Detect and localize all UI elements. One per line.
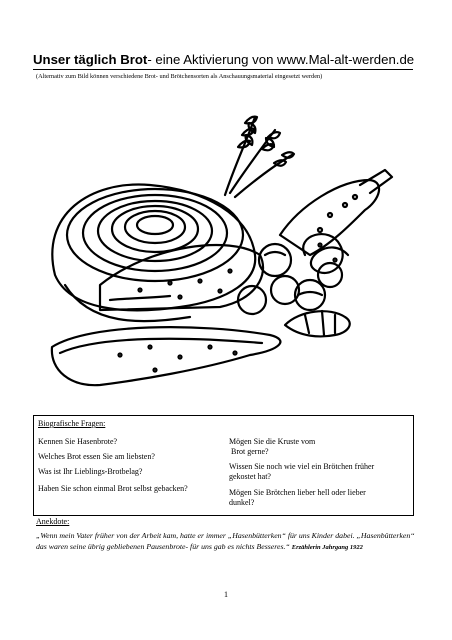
questions-heading: Biografische Fragen: (38, 419, 106, 428)
bread-slice-icon (52, 327, 281, 385)
page-number: 1 (224, 590, 228, 599)
subtitle: (Alternativ zum Bild können verschiedene Brot- und Brötchensorten als Anschauungsmaterial eingesetzt werden) (36, 73, 323, 80)
question-left-3: Was ist Ihr Lieblings-Brotbelag? (38, 467, 143, 476)
round-loaf-icon (52, 185, 255, 322)
title-rest: - eine Aktivierung von www.Mal-alt-werden.de (147, 52, 415, 67)
question-right-2a: Wissen Sie noch wie viel ein Brötchen früher (229, 462, 375, 471)
question-left-4: Haben Sie schon einmal Brot selbst gebacken? (38, 484, 188, 493)
bread-basket-coloring-icon (30, 85, 420, 410)
title-bold: Unser täglich Brot (33, 52, 148, 67)
title-divider (33, 69, 413, 70)
question-right-3b: dunkel? (229, 498, 255, 507)
question-left-2: Welches Brot essen Sie am liebsten? (38, 452, 155, 461)
question-right-3a: Mögen Sie Brötchen lieber hell oder lieber (229, 488, 366, 497)
baguette-icon (280, 170, 392, 255)
anecdote-label: Anekdote: (36, 517, 70, 526)
bread-rolls-icon (238, 244, 342, 314)
question-right-1b: Brot gerne? (229, 447, 269, 456)
page-title (33, 52, 413, 67)
pretzel-icon (303, 234, 348, 273)
question-right-1a: Mögen Sie die Kruste vom (229, 437, 316, 446)
question-right-2b: gekostet hat? (229, 472, 271, 481)
anecdote-text (36, 530, 416, 553)
anecdote-body: „Wenn mein Vater früher von der Arbeit kam, hatte er immer „Hasenbütterken“ für uns Kinder dabei. „Hasenbütterken“ das waren seine übrig gebliebenen Pausenbrote- für uns gab es nichts Besseres.“ (36, 531, 415, 551)
croissant-icon (285, 311, 350, 336)
question-left-1: Kennen Sie Hasenbrote? (38, 437, 118, 446)
wheat-icon (225, 117, 294, 197)
anecdote-signature: Erzählerin Jahrgang 1922 (291, 544, 363, 551)
questions-box (33, 415, 414, 516)
